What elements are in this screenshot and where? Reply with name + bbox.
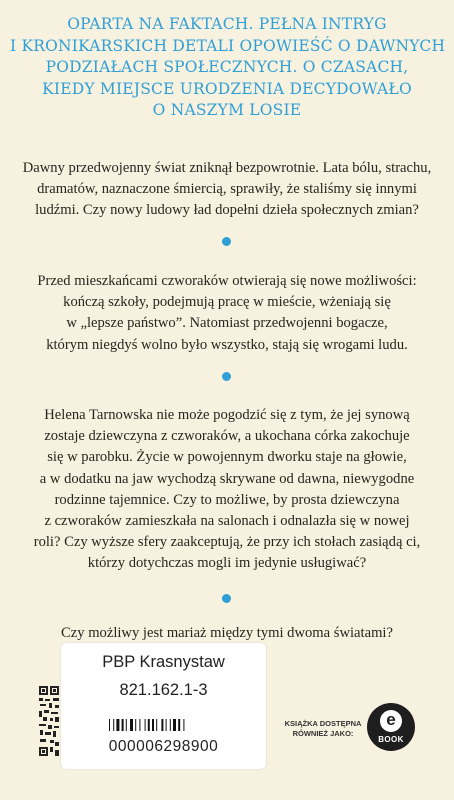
text-line: rodzinne tajemnice. Czy to możliwe, by prosta dziewczyna — [54, 491, 400, 508]
call-number: 821.162.1-3 — [119, 681, 208, 699]
text-line: się w parobku. Życie w powojennym dworku staje na głowie, — [47, 449, 407, 466]
ebook-text-line: RÓWNIEŻ JAKO: — [292, 729, 354, 738]
ebook-availability-text — [282, 719, 364, 739]
text-line: Dawny przedwojenny świat zniknął bezpowrotnie. Lata bólu, strachu, — [22, 160, 432, 176]
blurb-paragraph-3 — [18, 405, 436, 575]
text-line: Helena Tarnowska nie może pogodzić się z tym, że jej synową — [44, 407, 410, 423]
text-line: Przed mieszkańcami czworaków otwierają się nowe możliwości: — [37, 273, 417, 289]
ebook-text-line: KSIĄŻKA DOSTĘPNA — [284, 719, 362, 728]
text-line: w „lepsze państwo”. Natomiast przedwojenni bogacze, — [66, 315, 388, 332]
separator-dot — [222, 594, 231, 603]
text-line: z czworaków zamieszkała na salonach i odnalazła się w nowej — [44, 513, 410, 530]
library-name: PBP Krasnystaw — [102, 653, 225, 671]
blurb-paragraph-1 — [18, 158, 436, 222]
text-line: a w dodatku na jaw wychodzą skrywane od dawna, niewygodne — [39, 470, 415, 487]
ebook-e-letter: e — [380, 710, 402, 732]
ebook-badge-label: BOOK — [378, 735, 404, 744]
tagline-line: KIEDY MIEJSCE URODZENIA DECYDOWAŁO — [42, 79, 412, 98]
tagline-line: PODZIAŁACH SPOŁECZNYCH. O CZASACH, — [45, 58, 409, 76]
blurb-closing-question — [18, 623, 436, 644]
text-line: dramatów, naznaczone śmiercią, sprawiły, że staliśmy się innymi — [37, 181, 417, 198]
barcode-number: 000006298900 — [108, 738, 219, 755]
text-line: ludźmi. Czy nowy ludowy ład dopełni dzieła społecznych zmian? — [35, 202, 419, 219]
barcode-icon — [109, 719, 221, 731]
tagline-line: O NASZYM LOSIE — [152, 101, 302, 119]
blurb-paragraph-2 — [18, 271, 436, 356]
tagline-line: OPARTA NA FAKTACH. PEŁNA INTRYG — [67, 15, 387, 33]
qr-code-icon — [38, 684, 60, 758]
text-line: roli? Czy wyższe sfery zaakceptują, że przy ich stołach zasiądą ci, — [33, 534, 421, 551]
text-line: Czy możliwy jest mariaż między tymi dwoma światami? — [61, 625, 393, 641]
text-line: kończą szkoły, podejmują pracę w mieście, wżeniają się — [63, 294, 391, 311]
separator-dot — [222, 237, 231, 246]
ebook-badge-icon — [367, 703, 415, 751]
separator-dot — [222, 372, 231, 381]
text-line: którzy dotychczas mogli im jedynie usługiwać? — [87, 555, 367, 572]
text-line: którym niegdyś wolno było wszystko, stają się wrogami ludu. — [46, 336, 408, 353]
library-sticker — [61, 643, 266, 769]
tagline-line: I KRONIKARSKICH DETALI OPOWIEŚĆ O DAWNYCH — [10, 36, 446, 55]
text-line: zostaje dziewczyna z czworaków, a ukochana córka zakochuje — [44, 428, 410, 445]
tagline — [10, 14, 444, 122]
